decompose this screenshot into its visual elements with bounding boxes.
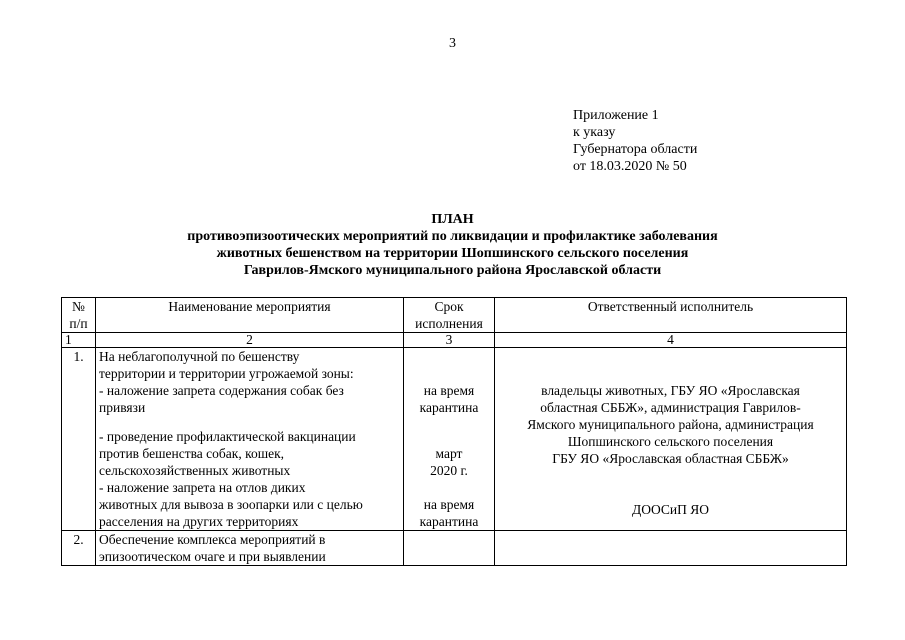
- activity-line: - наложение запрета содержания собак без: [99, 383, 344, 398]
- row-number-text: 2.: [73, 532, 84, 547]
- responsible-line: областная СББЖ», администрация Гаврилов-: [540, 400, 801, 415]
- activity-line: расселения на других территориях: [99, 514, 299, 529]
- title-line: ПЛАН: [431, 212, 474, 227]
- title-line: противоэпизоотических мероприятий по ликвидации и профилактике заболевания: [187, 229, 718, 244]
- responsible-line: ДООСиП ЯО: [632, 502, 709, 517]
- activity-line: сельскохозяйственных животных: [99, 463, 291, 478]
- appendix-line: к указу: [573, 125, 616, 140]
- row-term: [404, 531, 495, 566]
- appendix-line: Губернатора области: [573, 142, 698, 157]
- activity-line: привязи: [99, 400, 146, 415]
- responsible-line: владельцы животных, ГБУ ЯО «Ярославская: [541, 383, 800, 398]
- row-number: [62, 531, 96, 566]
- activity-line: животных для вывоза в зоопарки или с целью: [99, 497, 363, 512]
- header-text: №: [72, 299, 85, 314]
- column-number: 4: [495, 333, 847, 348]
- term-line: на время: [423, 497, 475, 512]
- term-line: на время: [423, 383, 475, 398]
- column-number: 1: [62, 333, 96, 348]
- table-header-row: [62, 298, 847, 333]
- row-responsible: [495, 348, 847, 531]
- plan-table: [61, 297, 847, 566]
- term-line: 2020 г.: [430, 463, 468, 478]
- term-line: карантина: [419, 400, 479, 415]
- activity-line: - проведение профилактической вакцинации: [99, 429, 356, 444]
- appendix-block: [573, 107, 697, 175]
- row-responsible: [495, 531, 847, 566]
- appendix-line: Приложение 1: [573, 108, 659, 123]
- page-number: 3: [449, 36, 456, 51]
- row-number: [62, 348, 96, 531]
- activity-line: против бешенства собак, кошек,: [99, 446, 285, 461]
- title-line: животных бешенством на территории Шопшинского сельского поселения: [216, 246, 689, 261]
- header-text: исполнения: [415, 316, 483, 331]
- table-row: [62, 348, 847, 531]
- header-name: [96, 298, 404, 333]
- document-title: [60, 211, 845, 279]
- responsible-line: Ямского муниципального района, администрация: [527, 417, 814, 432]
- term-line: карантина: [419, 514, 479, 529]
- header-num: [62, 298, 96, 333]
- activity-line: эпизоотическом очаге и при выявлении: [99, 549, 326, 564]
- row-activity: [96, 531, 404, 566]
- term-line: март: [435, 446, 463, 461]
- row-number-text: 1.: [73, 349, 84, 364]
- header-text: п/п: [69, 316, 88, 331]
- title-line: Гаврилов-Ямского муниципального района Ярославской области: [243, 263, 662, 278]
- activity-line: На неблагополучной по бешенству: [99, 349, 300, 364]
- responsible-line: ГБУ ЯО «Ярославская областная СББЖ»: [552, 451, 789, 466]
- header-text: Наименование мероприятия: [168, 299, 331, 314]
- responsible-line: Шопшинского сельского поселения: [567, 434, 774, 449]
- activity-line: территории и территории угрожаемой зоны:: [99, 366, 354, 381]
- column-number: 3: [404, 333, 495, 348]
- header-text: Ответственный исполнитель: [587, 299, 754, 314]
- appendix-line: от 18.03.2020 № 50: [573, 159, 687, 174]
- header-text: Срок: [434, 299, 464, 314]
- column-number-row: [62, 333, 847, 348]
- column-number: 2: [96, 333, 404, 348]
- row-activity: [96, 348, 404, 531]
- activity-line: Обеспечение комплекса мероприятий в: [99, 532, 326, 547]
- table-row: [62, 531, 847, 566]
- activity-line: - наложение запрета на отлов диких: [99, 480, 306, 495]
- header-term: [404, 298, 495, 333]
- row-term: [404, 348, 495, 531]
- header-responsible: [495, 298, 847, 333]
